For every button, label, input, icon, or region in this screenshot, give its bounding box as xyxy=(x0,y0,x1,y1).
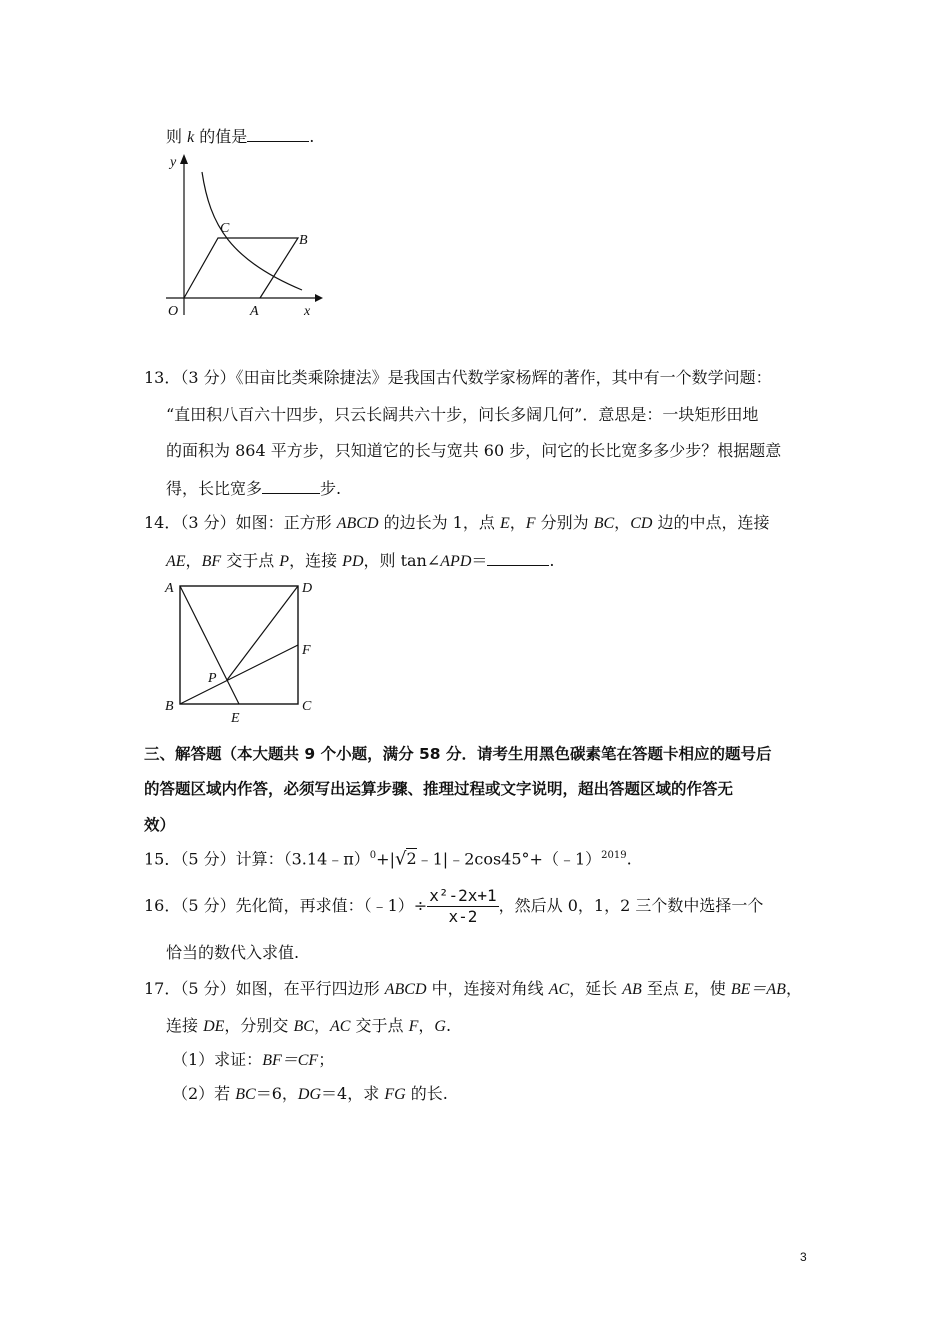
q15-exp0: 0 xyxy=(369,850,377,861)
q13-blank xyxy=(262,479,320,494)
sqrt-symbol: √ xyxy=(394,848,407,870)
q17-t11: ， xyxy=(418,1016,435,1035)
q17-abcd: ABCD xyxy=(384,981,427,998)
q14-figure xyxy=(160,576,325,726)
q17-t9: ， xyxy=(313,1016,330,1035)
q14-t10: ，则 tan∠ xyxy=(363,551,441,570)
q17-g: G xyxy=(434,1018,446,1035)
q13-line-2: “直田积八百六十四步，只云长阔共六十步，问长多阔几何”．意思是：一块矩形田地 xyxy=(166,405,759,424)
q16-line-1 xyxy=(144,884,763,928)
q16-fraction xyxy=(427,886,498,927)
section3-line-2: 的答题区域内作答，必须写出运算步骤、推理过程或文字说明，超出答题区域的作答无 xyxy=(144,780,734,798)
q15-exp2019: 2019 xyxy=(601,850,627,861)
q17-s1-bf-cf: BF＝CF xyxy=(262,1052,319,1069)
q17-t1: 17．（5 分）如图，在平行四边形 xyxy=(144,979,385,998)
q12-answer-line xyxy=(166,127,314,148)
hyperbola-curve xyxy=(202,172,302,290)
q17-line-1 xyxy=(144,979,802,1000)
label-c: C xyxy=(302,699,312,714)
section3-line-1: 三、解答题（本大题共 9 个小题，满分 58 分．请考生用黑色碳素笔在答题卡相应的题号后 xyxy=(144,745,772,763)
label-x: x xyxy=(304,304,311,319)
q17-sub-2 xyxy=(172,1084,448,1105)
q17-s2-bc: BC xyxy=(235,1086,256,1103)
segment-ae xyxy=(180,586,239,704)
q14-bf: BF xyxy=(201,553,222,570)
q12-text: 则 xyxy=(166,127,188,146)
q13-line-1: 13．（3 分）《田亩比类乘除捷法》是我国古代数学家杨辉的著作，其中有一个数学问题： xyxy=(144,368,772,387)
label-a: A xyxy=(165,581,174,596)
label-d: D xyxy=(302,581,313,596)
q12-figure xyxy=(160,150,325,320)
q17-t4: 至点 xyxy=(641,979,684,998)
q14-p: P xyxy=(279,553,290,570)
q17-t7: 连接 xyxy=(166,1016,204,1035)
y-axis-arrow xyxy=(180,154,188,164)
q17-bc: BC xyxy=(293,1018,314,1035)
q17-t2: 中，连接对角线 xyxy=(426,979,549,998)
q14-line-2 xyxy=(166,551,555,572)
q17-line-2 xyxy=(166,1016,451,1037)
q14-t5: ， xyxy=(614,513,631,532)
q14-bc: BC xyxy=(593,515,615,532)
q14-e: E xyxy=(499,515,510,532)
square-abcd xyxy=(180,586,298,704)
q14-t4: 分别为 xyxy=(535,513,594,532)
q14-t3: ， xyxy=(509,513,526,532)
q15-line xyxy=(144,846,632,869)
q17-s2-dg: DG xyxy=(297,1086,322,1103)
q17-be-ab: BE＝AB xyxy=(730,981,786,998)
q14-t8: 交于点 xyxy=(221,551,280,570)
q16-denominator: x-2 xyxy=(448,907,478,926)
q15-sqrt: 2 xyxy=(406,849,417,869)
q14-line-1 xyxy=(144,513,770,534)
q15-t1: 15．（5 分）计算：（3.14﹣π） xyxy=(144,849,370,869)
q14-t2: 的边长为 1，点 xyxy=(378,513,500,532)
q17-s2-fg: FG xyxy=(384,1086,406,1103)
q16-line-2: 恰当的数代入求值. xyxy=(166,943,300,962)
q13-line-3: 的面积为 864 平方步，只知道它的长与宽共 60 步，问它的长比宽多多少步？根据题意 xyxy=(166,441,782,460)
q13-end: 步. xyxy=(320,479,342,498)
q17-t12: . xyxy=(445,1016,452,1035)
q16-t2: ，然后从 0，1，2 三个数中选择一个 xyxy=(498,896,764,915)
q14-pd: PD xyxy=(342,553,364,570)
q15-end: . xyxy=(626,849,632,869)
q12-end: . xyxy=(309,127,315,146)
q13-line-4 xyxy=(166,479,341,499)
x-axis-arrow xyxy=(315,294,323,302)
q12-var-k: k xyxy=(187,129,195,146)
q17-ab: AB xyxy=(622,981,642,998)
q12-blank xyxy=(247,127,309,142)
q14-ae: AE xyxy=(166,553,186,570)
label-b: B xyxy=(299,233,308,248)
q15-t2: +| xyxy=(376,849,395,869)
q17-t8: ，分别交 xyxy=(224,1016,294,1035)
q17-sub-1 xyxy=(172,1050,334,1071)
q14-t1: 14．（3 分）如图：正方形 xyxy=(144,513,337,532)
q16-numerator: x²-2x+1 xyxy=(429,886,497,905)
q17-s2-t1: （2）若 xyxy=(172,1084,236,1103)
q14-t6: 边的中点，连接 xyxy=(652,513,770,532)
q13-text: 得，长比宽多 xyxy=(166,479,263,498)
q17-e: E xyxy=(683,981,694,998)
label-p: P xyxy=(208,671,217,686)
q14-blank xyxy=(487,551,549,566)
label-c: C xyxy=(220,221,230,236)
q17-s1-t1: （1）求证： xyxy=(172,1050,263,1069)
q17-s1-t2: ； xyxy=(318,1050,335,1069)
label-y: y xyxy=(170,155,177,170)
q14-t9: ，连接 xyxy=(289,551,343,570)
q17-s2-t4: 的长. xyxy=(405,1084,448,1103)
page-number: 3 xyxy=(800,1250,807,1264)
label-e: E xyxy=(231,711,240,726)
section3-line-3: 效） xyxy=(144,816,176,834)
q12-text-2: 的值是 xyxy=(194,127,248,146)
parallelogram-ocba xyxy=(184,238,298,298)
q14-t7: ， xyxy=(185,551,202,570)
segment-bf xyxy=(180,645,298,704)
q16-t1: 16．（5 分）先化简，再求值：（﹣1）÷ xyxy=(144,896,428,915)
q17-de: DE xyxy=(203,1018,225,1035)
q15-t3: ﹣1|﹣2cos45°+（﹣1） xyxy=(416,849,602,869)
q14-t11: ＝ xyxy=(471,551,488,570)
q17-s2-t3: ＝4，求 xyxy=(321,1084,385,1103)
q14-f: F xyxy=(525,515,536,532)
label-f: F xyxy=(302,643,311,658)
q17-t6: ， xyxy=(785,979,802,998)
q14-cd: CD xyxy=(630,515,653,532)
label-o: O xyxy=(168,304,179,319)
q17-ac: AC xyxy=(548,981,570,998)
segment-pd xyxy=(227,586,298,680)
q17-ac2: AC xyxy=(329,1018,351,1035)
q14-abcd: ABCD xyxy=(336,515,379,532)
q17-t3: ，延长 xyxy=(569,979,623,998)
q14-end: . xyxy=(549,551,555,570)
q17-f: F xyxy=(408,1018,419,1035)
label-b: B xyxy=(165,699,174,714)
q17-s2-t2: ＝6， xyxy=(255,1084,298,1103)
label-a: A xyxy=(250,304,259,319)
q14-apd: APD xyxy=(440,553,472,570)
q17-t10: 交于点 xyxy=(350,1016,409,1035)
q17-t5: ，使 xyxy=(693,979,731,998)
